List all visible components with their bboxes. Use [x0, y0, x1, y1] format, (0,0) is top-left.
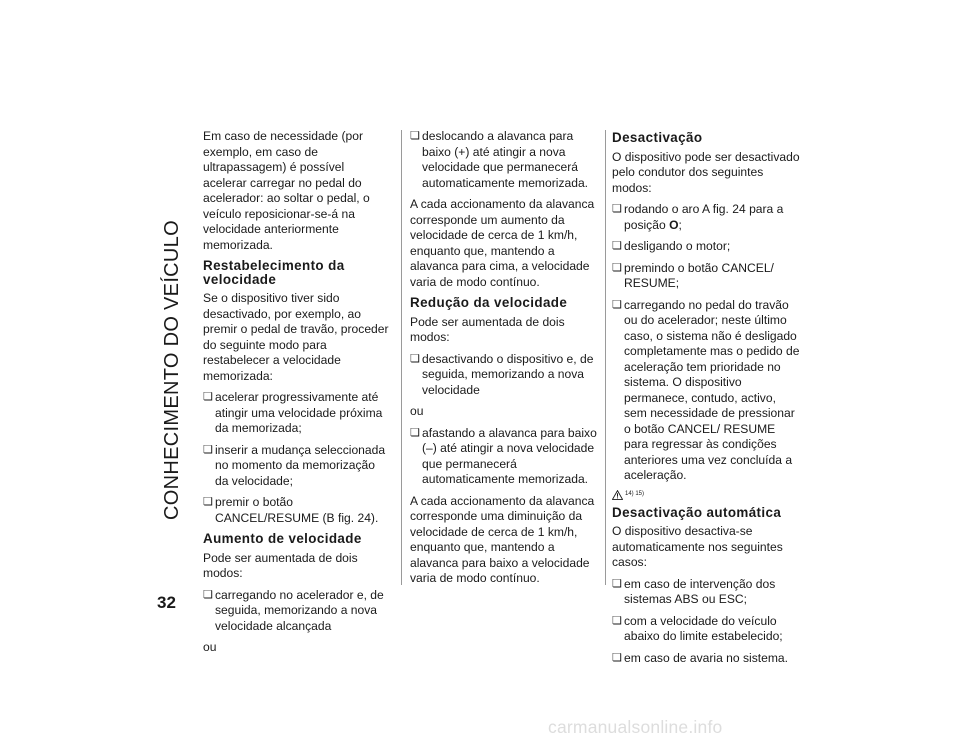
list-item: ❏ desactivando o dispositivo e, de seguida, memorizando a nova velocidade [410, 352, 598, 399]
intro-paragraph: Em caso de necessidade (por exemplo, em caso de ultrapassagem) é possível acelerar carregar no pedal do acelerador: ao soltar o pedal, o veículo reposicionar-se-á na velocidade anteriormente memorizada. [203, 129, 370, 252]
list-item: ❏ acelerar progressivamente até atingir uma velocidade próxima da memorizada; [203, 390, 391, 437]
restabelecimento-paragraph: Se o dispositivo tiver sido desactivado, por exemplo, ao premir o pedal de travão, proceder do seguinte modo para restabelecer a velocidade memorizada: [203, 291, 389, 383]
aumento-detail-paragraph: A cada accionamento da alavanca corresponde um aumento da velocidade de cerca de 1 km/h, enquanto que, mantendo a alavanca para cima, a velocidade varia de modo contínuo. [410, 197, 595, 289]
section-side-title-text: CONHECIMENTO DO VEÍCULO [161, 220, 183, 520]
heading-desactivacao: Desactivação [612, 130, 703, 145]
aumento-list-continued [410, 129, 598, 191]
position-o-label: O [669, 217, 679, 232]
reducao-list-1 [410, 352, 598, 399]
column-divider-2 [605, 130, 606, 585]
aumento-paragraph: Pode ser aumentada de dois modos: [203, 550, 358, 580]
reducao-list-2 [410, 426, 598, 488]
column-divider-1 [401, 130, 402, 585]
reducao-detail-paragraph: A cada accionamento da alavanca corresponde uma diminuição da velocidade de cerca de 1 km/h, enquanto que, mantendo a alavanca para baixo a velocidade varia de modo contínuo. [410, 493, 595, 585]
reducao-paragraph: Pode ser aumentada de dois modos: [410, 314, 565, 344]
list-item: ❏ desligando o motor; [612, 239, 800, 255]
desactivacao-list [612, 202, 800, 484]
list-item: ❏ afastando a alavanca para baixo (–) até atingir a nova velocidade que permanecerá automaticamente memorizada. [410, 426, 598, 488]
ou-text: ou [410, 404, 424, 418]
page-number: 32 [157, 593, 176, 612]
list-item: ❏ inserir a mudança seleccionada no momento da memorização da velocidade; [203, 443, 391, 490]
heading-restabelecimento: Restabelecimento da velocidade [203, 258, 345, 287]
column-3 [612, 129, 800, 672]
desactivacao-automatica-list [612, 577, 800, 667]
column-2 [410, 129, 598, 593]
list-item: ❏ em caso de intervenção dos sistemas ABS ou ESC; [612, 577, 800, 608]
heading-reducao: Redução da velocidade [410, 295, 568, 310]
warning-reference [612, 490, 800, 500]
list-item: ❏ com a velocidade do veículo abaixo do limite estabelecido; [612, 614, 800, 645]
list-item: ❏ em caso de avaria no sistema. [612, 651, 800, 667]
desactivacao-paragraph: O dispositivo pode ser desactivado pelo condutor dos seguintes modos: [612, 149, 800, 195]
list-item: ❏ carregando no acelerador e, de seguida, memorizando a nova velocidade alcançada [203, 588, 391, 635]
list-item [612, 202, 800, 233]
ou-text: ou [203, 640, 217, 654]
list-item: ❏ premir o botão CANCEL/RESUME (B fig. 24). [203, 495, 391, 526]
list-item: ❏ deslocando a alavanca para baixo (+) até atingir a nova velocidade que permanecerá automaticamente memorizada. [410, 129, 598, 191]
aumento-list [203, 588, 391, 635]
desactivacao-automatica-paragraph: O dispositivo desactiva-se automaticamente nos seguintes casos: [612, 524, 783, 569]
heading-desactivacao-automatica: Desactivação automática [612, 504, 782, 520]
warning-refs-text: 14) 15) [625, 491, 645, 497]
list-item-text: rodando o aro A fig. 24 para a posição [624, 202, 784, 232]
heading-aumento: Aumento de velocidade [203, 531, 362, 546]
warning-triangle-icon [612, 490, 623, 500]
column-1 [203, 129, 391, 662]
restabelecimento-list [203, 390, 391, 526]
watermark: carmanualsonline.info [548, 717, 723, 737]
list-item: ❏ carregando no pedal do travão ou do acelerador; neste último caso, o sistema não é desligado completamente mas o pedido de aceleração tem prioridade no sistema. O dispositivo permanece, contudo, activo, sem necessidade de pressionar o botão CANCEL/ RESUME para regressar às condições anteriores uma vez concluída a aceleração. [612, 298, 800, 484]
list-item-end: ; [678, 217, 682, 232]
list-item: ❏ premindo o botão CANCEL/ RESUME; [612, 261, 800, 292]
